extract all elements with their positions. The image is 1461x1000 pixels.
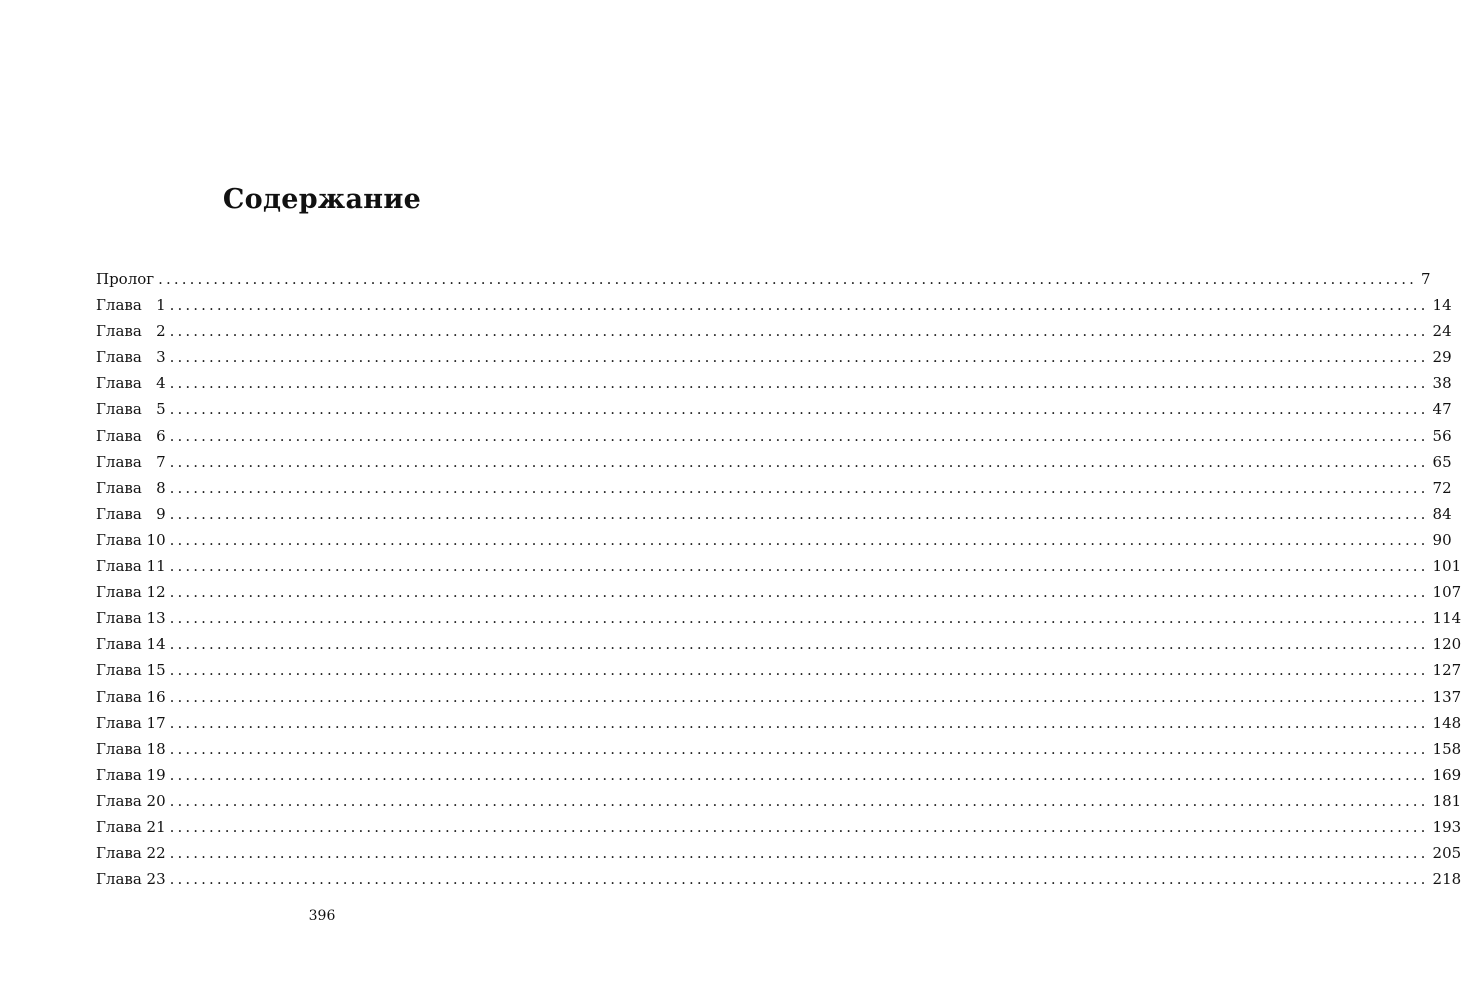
- toc-dot-leader: ................................................................................................................................................................: [169, 374, 1429, 393]
- toc-entry[interactable]: [96, 605, 1461, 631]
- toc-entry-page: 38: [1432, 374, 1452, 393]
- toc-dot-leader: ................................................................................................................................................................: [169, 609, 1429, 628]
- toc-entry-page: 148: [1432, 713, 1461, 732]
- page-number: 396: [308, 908, 336, 924]
- toc-entry-label: Глава 21: [96, 817, 166, 836]
- toc-entry-label: Глава 15: [96, 661, 166, 680]
- toc-dot-leader: ................................................................................................................................................................: [169, 713, 1429, 732]
- toc-dot-leader: ................................................................................................................................................................: [169, 739, 1429, 758]
- toc-dot-leader: ................................................................................................................................................................: [169, 557, 1429, 576]
- toc-entry[interactable]: [96, 318, 1452, 344]
- toc-entry[interactable]: [96, 684, 1461, 710]
- toc-entry[interactable]: [96, 710, 1461, 736]
- toc-entry-page: 205: [1432, 844, 1461, 863]
- toc-entry-page: 29: [1432, 348, 1452, 367]
- toc-entry-label: Глава 8: [96, 478, 166, 497]
- toc-dot-leader: ................................................................................................................................................................: [158, 270, 1418, 288]
- toc-entry-label: Глава 23: [96, 870, 166, 889]
- toc-entry[interactable]: [96, 762, 1461, 788]
- toc-entry-label: Глава 16: [96, 687, 166, 706]
- toc-dot-leader: ................................................................................................................................................................: [169, 844, 1429, 863]
- toc-entry-label: Глава 18: [96, 739, 166, 758]
- toc-dot-leader: ................................................................................................................................................................: [169, 348, 1429, 367]
- toc-entry-page: 72: [1432, 478, 1452, 497]
- toc-dot-leader: ................................................................................................................................................................: [169, 504, 1429, 523]
- toc-entry-page: 114: [1432, 609, 1461, 628]
- toc-dot-leader: ................................................................................................................................................................: [169, 870, 1429, 889]
- toc-entry[interactable]: [96, 292, 1452, 318]
- toc-entry-label: Глава 13: [96, 609, 166, 628]
- toc-entry[interactable]: [96, 370, 1452, 396]
- toc-dot-leader: ................................................................................................................................................................: [169, 452, 1429, 471]
- toc-entry-label: Глава 11: [96, 557, 166, 576]
- toc-entry[interactable]: [96, 736, 1461, 762]
- toc-entry[interactable]: [96, 814, 1461, 840]
- toc-entry[interactable]: [96, 449, 1452, 475]
- toc-dot-leader: ................................................................................................................................................................: [169, 530, 1429, 549]
- toc-entry[interactable]: [96, 344, 1452, 370]
- toc-entry-label: Глава 22: [96, 844, 166, 863]
- toc-entry[interactable]: [96, 501, 1452, 527]
- toc-entry-label: Глава 2: [96, 322, 166, 341]
- toc-entry-page: 65: [1432, 452, 1452, 471]
- toc-dot-leader: ................................................................................................................................................................: [169, 791, 1429, 810]
- toc-entry[interactable]: [96, 527, 1452, 553]
- toc-entry[interactable]: [96, 657, 1461, 683]
- toc-entry-page: 158: [1432, 739, 1461, 758]
- toc-entry-page: 137: [1432, 687, 1461, 706]
- toc-entry-page: 7: [1421, 270, 1431, 288]
- toc-entry-label: Глава 3: [96, 348, 166, 367]
- toc-entry-page: 181: [1432, 791, 1461, 810]
- toc-entry[interactable]: [96, 866, 1461, 892]
- toc-entry[interactable]: [96, 840, 1461, 866]
- toc-entry-label: Глава 12: [96, 583, 166, 602]
- toc-entry-page: 24: [1432, 322, 1452, 341]
- toc-entry-page: 14: [1432, 296, 1452, 315]
- toc-dot-leader: ................................................................................................................................................................: [169, 322, 1429, 341]
- toc-dot-leader: ................................................................................................................................................................: [169, 687, 1429, 706]
- toc-entry-page: 193: [1432, 817, 1461, 836]
- toc-dot-leader: ................................................................................................................................................................: [169, 661, 1429, 680]
- toc-entry-page: 84: [1432, 504, 1452, 523]
- toc-dot-leader: ................................................................................................................................................................: [169, 296, 1429, 315]
- toc-entry-page: 169: [1432, 765, 1461, 784]
- toc-entry[interactable]: [96, 475, 1452, 501]
- table-of-contents: [96, 266, 1461, 892]
- toc-entry[interactable]: [96, 423, 1452, 449]
- toc-entry-label: Пролог: [96, 270, 155, 288]
- toc-entry-label: Глава 9: [96, 504, 166, 523]
- toc-entry-page: 90: [1432, 530, 1452, 549]
- toc-dot-leader: ................................................................................................................................................................: [169, 400, 1429, 419]
- toc-entry-page: 56: [1432, 426, 1452, 445]
- toc-entry-label: Глава 20: [96, 791, 166, 810]
- toc-entry-page: 218: [1432, 870, 1461, 889]
- toc-dot-leader: ................................................................................................................................................................: [169, 635, 1429, 654]
- toc-entry[interactable]: [96, 396, 1452, 422]
- toc-entry-page: 47: [1432, 400, 1452, 419]
- toc-dot-leader: ................................................................................................................................................................: [169, 478, 1429, 497]
- toc-dot-leader: ................................................................................................................................................................: [169, 583, 1429, 602]
- toc-entry-label: Глава 1: [96, 296, 166, 315]
- toc-entry-label: Глава 7: [96, 452, 166, 471]
- toc-entry-label: Глава 5: [96, 400, 166, 419]
- toc-entry-label: Глава 6: [96, 426, 166, 445]
- toc-entry-label: Глава 14: [96, 635, 166, 654]
- toc-entry-label: Глава 4: [96, 374, 166, 393]
- toc-entry-label: Глава 17: [96, 713, 166, 732]
- toc-entry-label: Глава 10: [96, 530, 166, 549]
- toc-entry-page: 101: [1432, 557, 1461, 576]
- toc-entry-page: 127: [1432, 661, 1461, 680]
- toc-entry-label: Глава 19: [96, 765, 166, 784]
- page-title: Содержание: [222, 184, 422, 215]
- toc-entry-page: 120: [1432, 635, 1461, 654]
- toc-dot-leader: ................................................................................................................................................................: [169, 426, 1429, 445]
- toc-entry[interactable]: [96, 266, 1431, 292]
- toc-entry[interactable]: [96, 553, 1461, 579]
- toc-entry[interactable]: [96, 788, 1461, 814]
- toc-dot-leader: ................................................................................................................................................................: [169, 817, 1429, 836]
- toc-entry-page: 107: [1432, 583, 1461, 602]
- toc-dot-leader: ................................................................................................................................................................: [169, 765, 1429, 784]
- toc-entry[interactable]: [96, 631, 1461, 657]
- toc-entry[interactable]: [96, 579, 1461, 605]
